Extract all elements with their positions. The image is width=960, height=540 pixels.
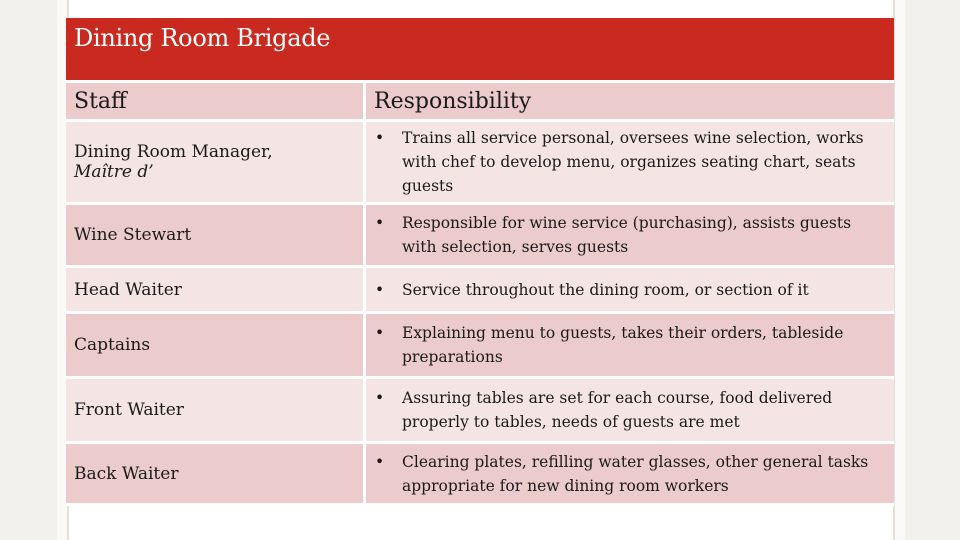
responsibility-cell — [366, 444, 894, 506]
staff-name: Wine Stewart — [66, 205, 366, 268]
bullet-icon: • — [375, 280, 385, 299]
responsibility-text: Responsible for wine service (purchasing), assists guests with selection, serves guests — [402, 214, 852, 256]
bullet-icon: • — [375, 214, 385, 232]
header-responsibility: Responsibility — [366, 83, 894, 122]
responsibility-text: Service throughout the dining room, or section of it — [402, 280, 809, 299]
slide-title: Dining Room Brigade — [74, 24, 331, 52]
table-row — [66, 268, 894, 314]
table-row — [66, 205, 894, 268]
table-row — [66, 444, 894, 506]
table-row — [66, 314, 894, 379]
responsibility-cell — [366, 268, 894, 314]
bullet-icon: • — [375, 389, 385, 407]
table-row — [66, 379, 894, 444]
responsibility-cell — [366, 122, 894, 205]
staff-name: Captains — [66, 314, 366, 379]
staff-name: Front Waiter — [66, 379, 366, 444]
staff-name: Dining Room Manager, — [74, 142, 273, 162]
bullet-icon: • — [375, 452, 385, 471]
responsibility-text: Assuring tables are set for each course, food delivered properly to tables, needs of guests are met — [402, 389, 833, 431]
slide-edge-right — [893, 0, 905, 540]
header-row — [66, 83, 894, 122]
responsibility-cell — [366, 314, 894, 379]
responsibility-text: Clearing plates, refilling water glasses, other general tasks appropriate for new dining room workers — [402, 452, 869, 495]
header-staff: Staff — [66, 83, 366, 122]
staff-name: Back Waiter — [66, 444, 366, 506]
table-row — [66, 122, 894, 205]
title-cell — [66, 18, 894, 83]
bullet-icon: • — [375, 129, 385, 147]
responsibility-text: Trains all service personal, oversees wine selection, works with chef to develop menu, organizes seating chart, seats guests — [402, 129, 864, 195]
brigade-table — [66, 18, 894, 506]
responsibility-text: Explaining menu to guests, takes their orders, tableside preparations — [402, 324, 844, 366]
staff-subtitle: Maître d’ — [74, 162, 154, 182]
responsibility-cell — [366, 205, 894, 268]
responsibility-cell — [366, 379, 894, 444]
staff-cell — [66, 122, 366, 205]
bullet-icon: • — [375, 324, 385, 342]
staff-name: Head Waiter — [66, 268, 366, 314]
title-row — [66, 18, 894, 83]
